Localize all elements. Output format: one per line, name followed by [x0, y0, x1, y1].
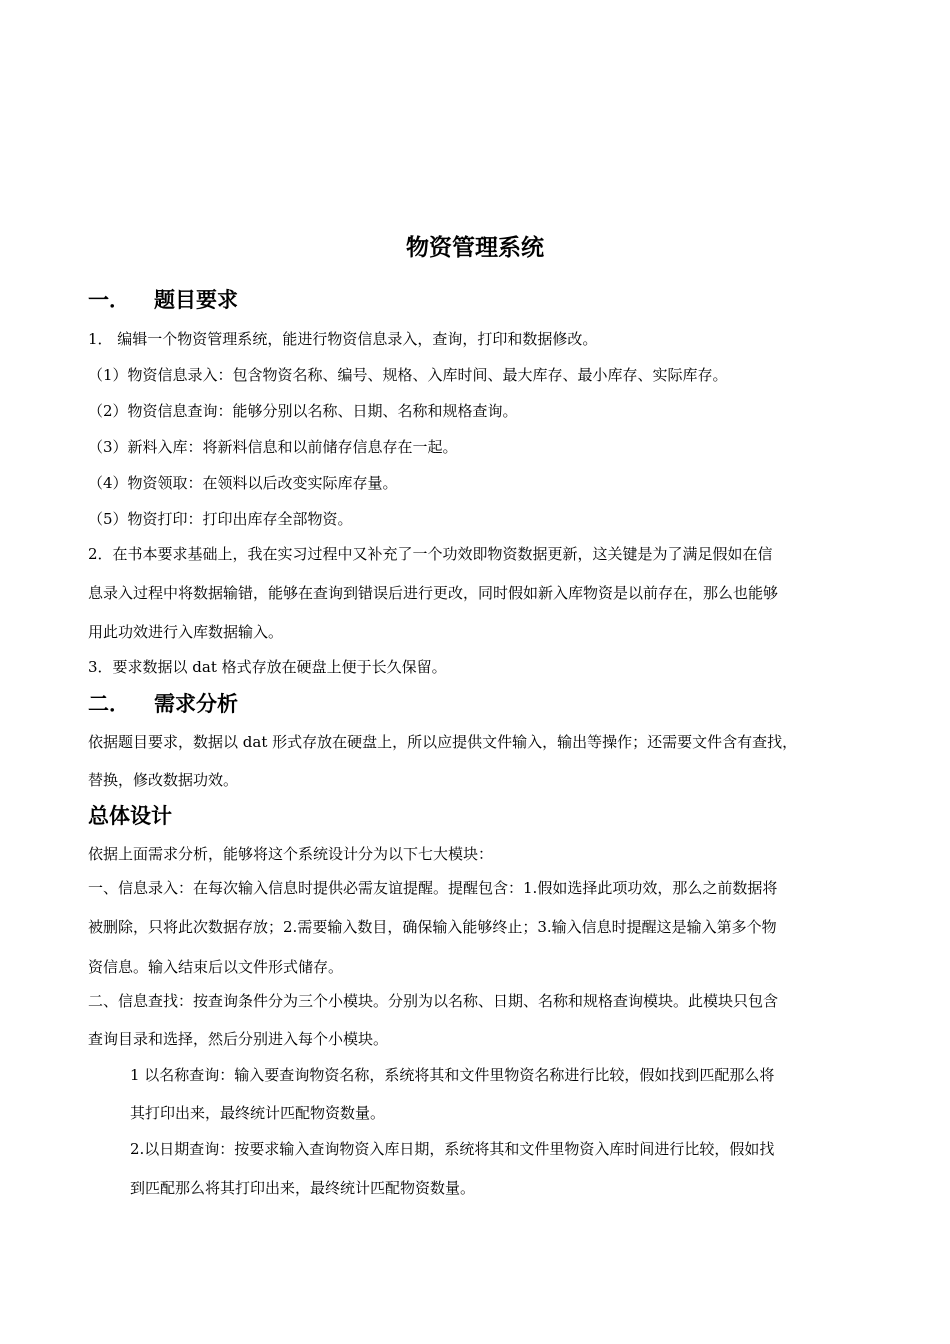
section-heading-design [88, 801, 172, 831]
sub-paragraph: 其打印出来，最终统计匹配物资数量。 [130, 1104, 386, 1122]
sub-paragraph: 1 以名称查询：输入要查询物资名称，系统将其和文件里物资名称进行比较，假如找到匹配那么将 [130, 1066, 775, 1084]
paragraph: 一、信息录入：在每次输入信息时提供必需友谊提醒。提醒包含：1.假如选择此项功效，那么之前数据将 [88, 879, 778, 897]
paragraph: 2．在书本要求基础上，我在实习过程中又补充了一个功效即物资数据更新，这关键是为了满足假如在信 [88, 545, 773, 563]
section-number: 二． [88, 692, 130, 716]
section-title: 需求分析 [154, 692, 238, 716]
document-title: 物资管理系统 [406, 235, 544, 261]
list-item: （1）物资信息录入：包含物资名称、编号、规格、入库时间、最大库存、最小库存、实际库存。 [88, 366, 728, 384]
paragraph: 息录入过程中将数据输错，能够在查询到错误后进行更改，同时假如新入库物资是以前存在，那么也能够 [88, 584, 779, 602]
section-title: 总体设计 [88, 804, 172, 828]
list-item: （5）物资打印：打印出库存全部物资。 [88, 510, 353, 528]
list-item: （3）新料入库：将新料信息和以前储存信息存在一起。 [88, 438, 458, 456]
paragraph: 资信息。输入结束后以文件形式储存。 [88, 958, 344, 976]
sub-paragraph: 2.以日期查询：按要求输入查询物资入库日期，系统将其和文件里物资入库时间进行比较，假如找 [130, 1140, 775, 1158]
section-number: 一． [88, 288, 130, 312]
paragraph: 1． 编辑一个物资管理系统，能进行物资信息录入，查询，打印和数据修改。 [88, 330, 598, 348]
sub-paragraph: 到匹配那么将其打印出来，最终统计匹配物资数量。 [130, 1179, 476, 1197]
paragraph: 3．要求数据以 dat 格式存放在硬盘上便于长久保留。 [88, 658, 447, 676]
section-heading-analysis [88, 689, 238, 719]
paragraph: 被删除，只将此次数据存放；2.需要输入数目，确保输入能够终止；3.输入信息时提醒这是输入第多个物 [88, 918, 777, 936]
section-title: 题目要求 [154, 288, 238, 312]
paragraph: 查询目录和选择，然后分别进入每个小模块。 [88, 1030, 389, 1048]
section-heading-requirements [88, 285, 238, 315]
list-item: （4）物资领取：在领料以后改变实际库存量。 [88, 474, 398, 492]
paragraph: 替换，修改数据功效。 [88, 771, 239, 789]
list-item: （2）物资信息查询：能够分别以名称、日期、名称和规格查询。 [88, 402, 518, 420]
paragraph: 用此功效进行入库数据输入。 [88, 623, 284, 641]
paragraph: 依据上面需求分析，能够将这个系统设计分为以下七大模块： [88, 845, 494, 863]
paragraph: 二、信息查找：按查询条件分为三个小模块。分别为以名称、日期、名称和规格查询模块。此模块只包含 [88, 992, 779, 1010]
paragraph: 依据题目要求，数据以 dat 形式存放在硬盘上，所以应提供文件输入，输出等操作；还需要文件含有查找， [88, 733, 798, 751]
